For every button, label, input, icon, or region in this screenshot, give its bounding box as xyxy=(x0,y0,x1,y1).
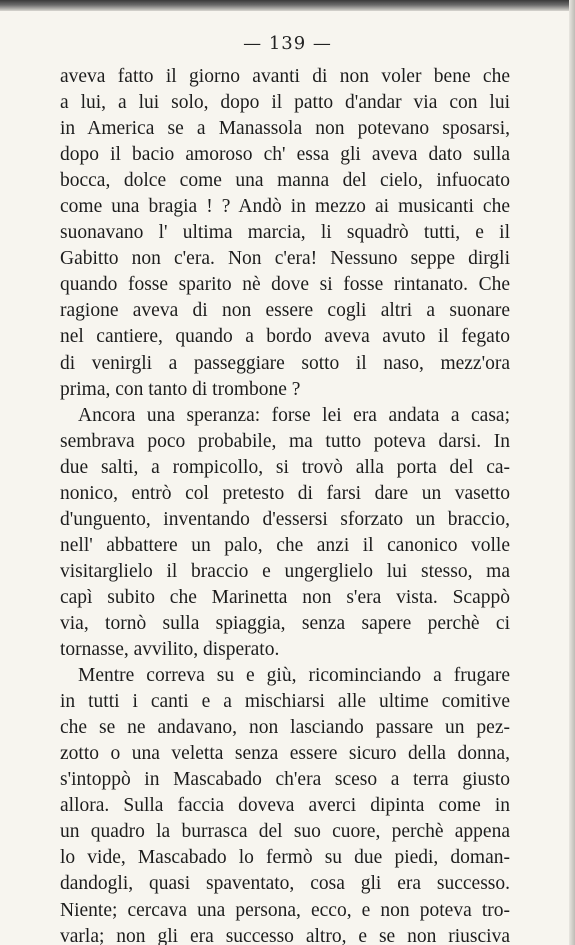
text-line: prima, con tanto di trombone ? xyxy=(60,378,301,400)
text-line: s'intoppò in Mascabado ch'era sceso a terra giusto xyxy=(60,769,510,791)
text-line: aveva fatto il giorno avanti di non voler bene che xyxy=(60,66,510,87)
text-line: come una bragia ! ? Andò in mezzo ai musicanti che xyxy=(60,196,510,218)
text-line: che se ne andavano, non lasciando passare un pez- xyxy=(60,717,510,739)
text-line: bocca, dolce come una manna del cielo, infuocato xyxy=(60,170,510,192)
text-line: un quadro la burrasca del suo cuore, perchè appena xyxy=(60,821,510,843)
text-line: nonico, entrò col pretesto di farsi dare un vasetto xyxy=(60,482,510,504)
text-line: nell' abbattere un palo, che anzi il canonico volle xyxy=(60,534,510,556)
text-line: capì subito che Marinetta non s'era vista. Scappò xyxy=(60,586,510,608)
text-line: di venirgli a passeggiare sotto il naso, mezz'ora xyxy=(60,352,510,374)
text-line: visitarglielo il braccio e ungerglielo lui stesso, ma xyxy=(60,560,510,582)
text-line: Mentre correva su e giù, ricominciando a frugare xyxy=(78,665,510,687)
text-line: in America se a Manassola non potevano sposarsi, xyxy=(60,118,510,140)
text-line: ragione aveva di non essere cogli altri a suonare xyxy=(60,300,510,322)
page-number: — 139 — xyxy=(243,33,332,54)
text-line: sembrava poco probabile, ma tutto poteva darsi. In xyxy=(60,430,510,452)
text-line: lo vide, Mascabado lo fermò su due piedi, doman- xyxy=(60,847,510,869)
body-text xyxy=(60,64,510,945)
text-line: dopo il bacio amoroso ch' essa gli aveva dato sulla xyxy=(60,144,510,166)
text-line: d'unguento, inventando d'essersi sforzato un braccio, xyxy=(60,508,510,530)
text-line: Gabitto non c'era. Non c'era! Nessuno seppe dirgli xyxy=(60,248,510,270)
page-right-edge-shadow xyxy=(569,0,575,945)
text-line: due salti, a rompicollo, si trovò alla porta del ca- xyxy=(60,456,510,478)
text-line: dandogli, quasi spaventato, cosa gli era successo. xyxy=(60,873,510,895)
text-line: allora. Sulla faccia doveva averci dipinta come in xyxy=(60,795,510,817)
page-top-edge-shadow xyxy=(0,0,575,11)
text-line: via, tornò sulla spiaggia, senza sapere perchè ci xyxy=(60,612,510,634)
text-line: suonavano l' ultima marcia, li squadrò tutti, e il xyxy=(60,222,510,244)
paragraph xyxy=(60,64,510,403)
text-line: varla; non gli era successo altro, e se non riusciva xyxy=(60,925,510,945)
paragraph xyxy=(60,663,510,945)
text-line: in tutti i canti e a mischiarsi alle ultime comitive xyxy=(60,691,510,713)
text-line: quando fosse sparito nè dove si fosse rintanato. Che xyxy=(60,274,510,296)
text-line: Niente; cercava una persona, ecco, e non poteva tro- xyxy=(60,899,510,921)
text-line: Ancora una speranza: forse lei era andata a casa; xyxy=(78,404,510,426)
text-line: tornasse, avvilito, disperato. xyxy=(60,639,280,661)
text-line: nel cantiere, quando a bordo aveva avuto il fegato xyxy=(60,326,510,348)
paragraph xyxy=(60,403,510,663)
text-line: zotto o una veletta senza essere sicuro della donna, xyxy=(60,743,510,765)
text-line: a lui, a lui solo, dopo il patto d'andar via con lui xyxy=(60,92,510,114)
